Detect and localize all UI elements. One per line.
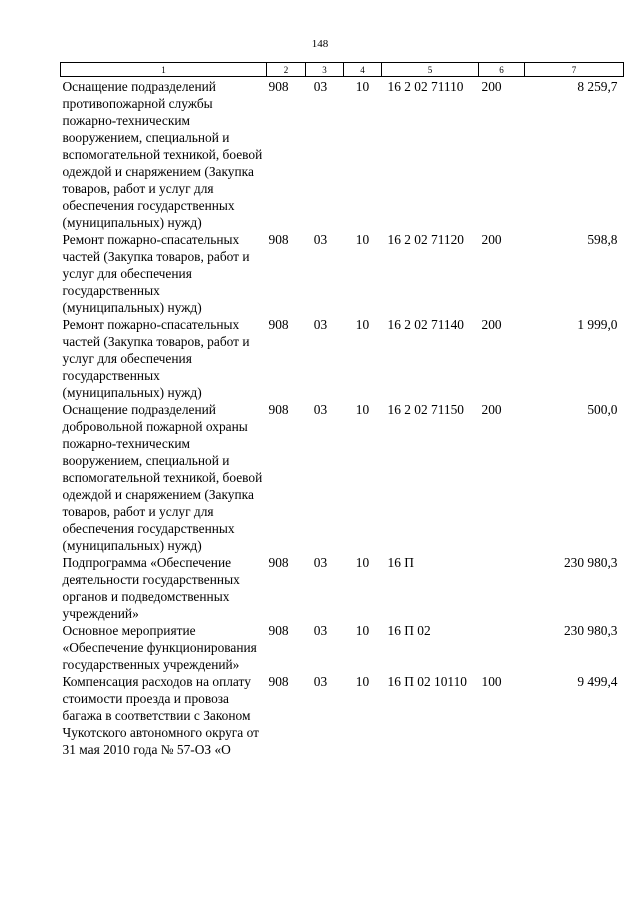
row-name: Ремонт пожарно-спасательных частей (Закупка товаров, работ и услуг для обеспечения государственных (муниципальных) нужд): [62, 317, 250, 400]
row-expense-type: [479, 554, 525, 622]
table-row: [61, 401, 624, 554]
header-col-3: 3: [306, 63, 344, 77]
row-target-article: 16 П 02: [387, 623, 431, 638]
row-subsection: 10: [355, 232, 370, 247]
budget-table: [60, 62, 624, 758]
table-row: [61, 554, 624, 622]
header-col-1: 1: [61, 63, 267, 77]
row-target-article: 16 2 02 71150: [387, 402, 464, 417]
row-section: 03: [313, 79, 328, 94]
table-row: [61, 673, 624, 758]
row-target-article: 16 2 02 71120: [387, 232, 464, 247]
table-row: [61, 622, 624, 673]
row-expense-type: 200: [481, 79, 502, 94]
row-target-article: 16 П 02 10110: [387, 674, 467, 689]
header-col-4: 4: [344, 63, 382, 77]
table-row: [61, 231, 624, 316]
row-name: Компенсация расходов на оплату стоимости проезда и провоза багажа в соответствии с Законом Чукотского автономного округа от 31 мая 2010 года № 57-ОЗ «О: [62, 674, 259, 757]
row-sum: 8 259,7: [577, 79, 618, 94]
row-subsection: 10: [355, 555, 370, 570]
row-expense-type: 200: [481, 402, 502, 417]
page-number: 148: [311, 38, 329, 50]
row-section: 03: [313, 674, 328, 689]
table-row: [61, 316, 624, 401]
row-sum: 230 980,3: [563, 555, 618, 570]
row-sum: 230 980,3: [563, 623, 618, 638]
row-expense-type: 200: [481, 317, 502, 332]
table-header: [61, 63, 624, 77]
row-section: 03: [313, 555, 328, 570]
row-admin-code: 908: [268, 623, 289, 638]
header-col-6: 6: [479, 63, 525, 77]
row-admin-code: 908: [268, 402, 289, 417]
header-col-7: 7: [525, 63, 624, 77]
row-target-article: 16 П: [387, 555, 414, 570]
row-subsection: 10: [355, 317, 370, 332]
row-subsection: 10: [355, 623, 370, 638]
row-section: 03: [313, 232, 328, 247]
row-target-article: 16 2 02 71140: [387, 317, 464, 332]
row-section: 03: [313, 317, 328, 332]
row-admin-code: 908: [268, 674, 289, 689]
row-admin-code: 908: [268, 79, 289, 94]
row-expense-type: 200: [481, 232, 502, 247]
row-sum: 9 499,4: [577, 674, 618, 689]
row-section: 03: [313, 402, 328, 417]
row-admin-code: 908: [268, 555, 289, 570]
row-target-article: 16 2 02 71110: [387, 79, 464, 94]
row-sum: 598,8: [587, 232, 618, 247]
header-col-2: 2: [267, 63, 306, 77]
header-col-5: 5: [382, 63, 479, 77]
row-name: Подпрограмма «Обеспечение деятельности государственных органов и подведомственных учреждений»: [62, 555, 240, 621]
row-subsection: 10: [355, 79, 370, 94]
table-row: [61, 77, 624, 232]
row-expense-type: 100: [481, 674, 502, 689]
row-sum: 1 999,0: [577, 317, 618, 332]
row-section: 03: [313, 623, 328, 638]
row-sum: 500,0: [587, 402, 618, 417]
row-subsection: 10: [355, 402, 370, 417]
row-subsection: 10: [355, 674, 370, 689]
row-name: Ремонт пожарно-спасательных частей (Закупка товаров, работ и услуг для обеспечения государственных (муниципальных) нужд): [62, 232, 250, 315]
row-name: Оснащение подразделений добровольной пожарной охраны пожарно-техническим вооружением, специальной и вспомогательной техникой, боевой одеждой и снаряжением (Закупка товаров, работ и услуг для обеспечения государственных (муниципальных) нужд): [62, 402, 263, 553]
row-expense-type: [479, 622, 525, 673]
row-admin-code: 908: [268, 232, 289, 247]
row-name: Оснащение подразделений противопожарной службы пожарно-техническим вооружением, специальной и вспомогательной техникой, боевой одеждой и снаряжением (Закупка товаров, работ и услуг для обеспечения государственных (муниципальных) нужд): [62, 79, 263, 230]
row-admin-code: 908: [268, 317, 289, 332]
row-name: Основное мероприятие «Обеспечение функционирования государственных учреждений»: [62, 623, 257, 672]
